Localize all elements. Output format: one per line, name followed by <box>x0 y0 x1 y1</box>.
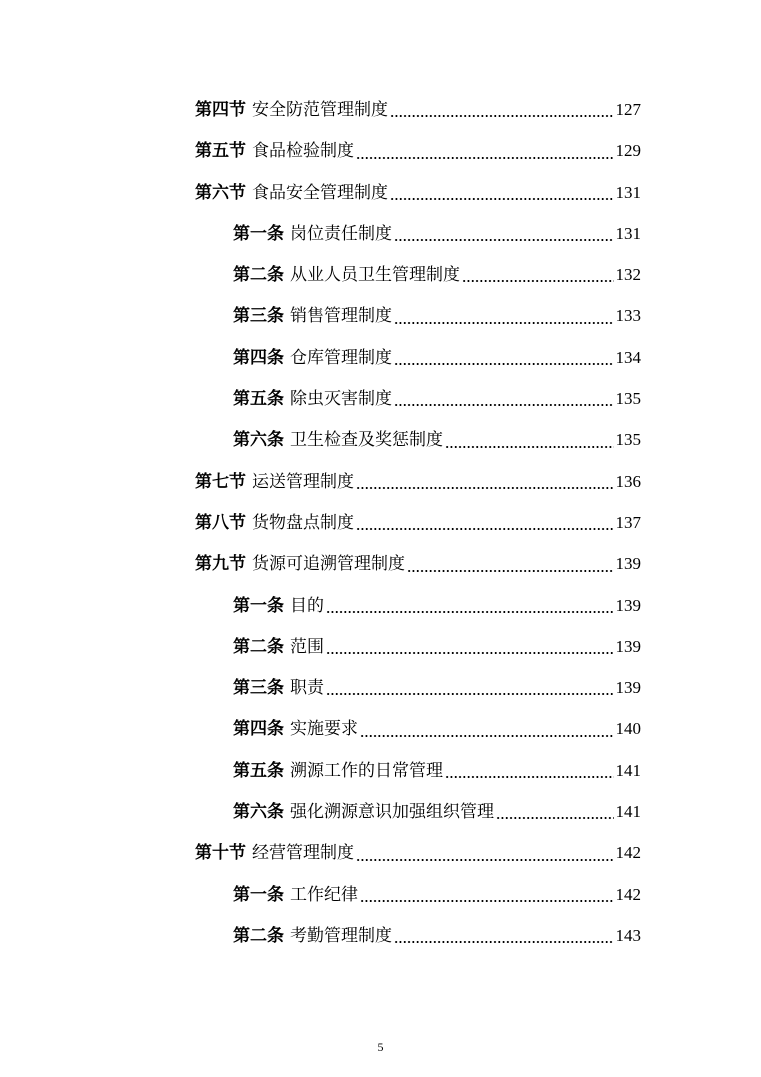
entry-title: 仓库管理制度 <box>290 347 392 368</box>
dot-leader <box>356 157 614 159</box>
entry-number: 第五节 <box>195 141 246 162</box>
toc-entry[interactable] <box>195 585 641 626</box>
dot-leader <box>394 363 614 365</box>
entry-page: 139 <box>615 678 641 698</box>
dot-leader <box>496 817 614 819</box>
toc-entry[interactable] <box>195 543 641 584</box>
entry-number: 第四条 <box>233 719 284 740</box>
dot-leader <box>407 570 614 572</box>
toc-entry[interactable] <box>195 874 641 915</box>
dot-leader <box>356 859 614 861</box>
entry-title: 除虫灭害制度 <box>290 389 392 410</box>
entry-title: 食品检验制度 <box>252 141 354 162</box>
entry-title: 实施要求 <box>290 719 358 740</box>
entry-page: 141 <box>615 802 641 822</box>
toc-entry[interactable] <box>195 832 641 873</box>
entry-title: 职责 <box>290 678 324 699</box>
entry-page: 136 <box>615 471 641 491</box>
toc-entry[interactable] <box>195 502 641 543</box>
entry-title: 货源可追溯管理制度 <box>252 554 405 575</box>
toc-entry[interactable] <box>195 130 641 171</box>
entry-title: 范围 <box>290 636 324 657</box>
entry-number: 第六节 <box>195 182 246 203</box>
entry-number: 第六条 <box>233 802 284 823</box>
dot-leader <box>390 198 614 200</box>
entry-title: 安全防范管理制度 <box>252 100 388 120</box>
dot-leader <box>326 611 614 613</box>
toc-entry[interactable] <box>195 378 641 419</box>
dot-leader <box>356 487 614 489</box>
entry-page: 140 <box>615 719 641 739</box>
entry-number: 第五条 <box>233 760 284 781</box>
toc-entry[interactable] <box>195 254 641 295</box>
entry-title: 经营管理制度 <box>252 843 354 864</box>
entry-page: 134 <box>615 347 641 367</box>
toc-entry[interactable] <box>195 89 641 130</box>
entry-page: 127 <box>615 100 641 119</box>
entry-number: 第五条 <box>233 389 284 410</box>
entry-number: 第八节 <box>195 512 246 533</box>
entry-page: 137 <box>615 512 641 532</box>
dot-leader <box>445 446 614 448</box>
toc-entry[interactable] <box>195 667 641 708</box>
entry-number: 第六条 <box>233 430 284 451</box>
toc-entry[interactable] <box>195 626 641 667</box>
toc-entry[interactable] <box>195 295 641 336</box>
entry-number: 第二条 <box>233 636 284 657</box>
entry-number: 第一条 <box>233 595 284 616</box>
dot-leader <box>394 322 614 324</box>
entry-page: 139 <box>615 636 641 656</box>
entry-title: 销售管理制度 <box>290 306 392 327</box>
entry-number: 第二条 <box>233 265 284 286</box>
dot-leader <box>462 280 614 282</box>
entry-number: 第一条 <box>233 223 284 244</box>
entry-title: 卫生检查及奖惩制度 <box>290 430 443 451</box>
entry-page: 132 <box>615 265 641 285</box>
table-of-contents <box>195 89 641 956</box>
entry-number: 第一条 <box>233 884 284 905</box>
entry-page: 129 <box>615 141 641 161</box>
entry-title: 货物盘点制度 <box>252 512 354 533</box>
entry-page: 135 <box>615 389 641 409</box>
dot-leader <box>360 900 614 902</box>
entry-title: 从业人员卫生管理制度 <box>290 265 460 286</box>
entry-number: 第三条 <box>233 306 284 327</box>
entry-number: 第三条 <box>233 678 284 699</box>
entry-title: 岗位责任制度 <box>290 223 392 244</box>
dot-leader <box>394 941 614 943</box>
entry-page: 131 <box>615 223 641 243</box>
entry-title: 食品安全管理制度 <box>252 182 388 203</box>
entry-page: 139 <box>615 554 641 574</box>
toc-entry[interactable] <box>195 791 641 832</box>
entry-page: 135 <box>615 430 641 450</box>
dot-leader <box>360 735 614 737</box>
entry-page: 142 <box>615 884 641 904</box>
toc-entry[interactable] <box>195 915 641 956</box>
dot-leader <box>394 404 614 406</box>
entry-page: 131 <box>615 182 641 202</box>
entry-title: 考勤管理制度 <box>290 925 392 946</box>
entry-number: 第四节 <box>195 100 246 120</box>
toc-entry[interactable] <box>195 461 641 502</box>
entry-page: 141 <box>615 760 641 780</box>
dot-leader <box>356 528 614 530</box>
entry-number: 第九节 <box>195 554 246 575</box>
entry-number: 第七节 <box>195 471 246 492</box>
toc-entry[interactable] <box>195 708 641 749</box>
entry-number: 第四条 <box>233 347 284 368</box>
entry-number: 第二条 <box>233 925 284 946</box>
dot-leader <box>394 239 614 241</box>
toc-entry[interactable] <box>195 419 641 460</box>
entry-title: 运送管理制度 <box>252 471 354 492</box>
page-number: 5 <box>377 1040 384 1054</box>
toc-entry[interactable] <box>195 337 641 378</box>
dot-leader <box>390 115 614 117</box>
entry-number: 第十节 <box>195 843 246 864</box>
entry-title: 目的 <box>290 595 324 616</box>
toc-entry[interactable] <box>195 750 641 791</box>
entry-title: 工作纪律 <box>290 884 358 905</box>
entry-page: 143 <box>615 925 641 945</box>
entry-title: 强化溯源意识加强组织管理 <box>290 802 494 823</box>
entry-page: 133 <box>615 306 641 326</box>
dot-leader <box>326 652 614 654</box>
entry-title: 溯源工作的日常管理 <box>290 760 443 781</box>
entry-page: 139 <box>615 595 641 615</box>
entry-page: 142 <box>615 843 641 863</box>
toc-entry[interactable] <box>195 213 641 254</box>
dot-leader <box>326 693 614 695</box>
toc-entry[interactable] <box>195 172 641 213</box>
dot-leader <box>445 776 614 778</box>
